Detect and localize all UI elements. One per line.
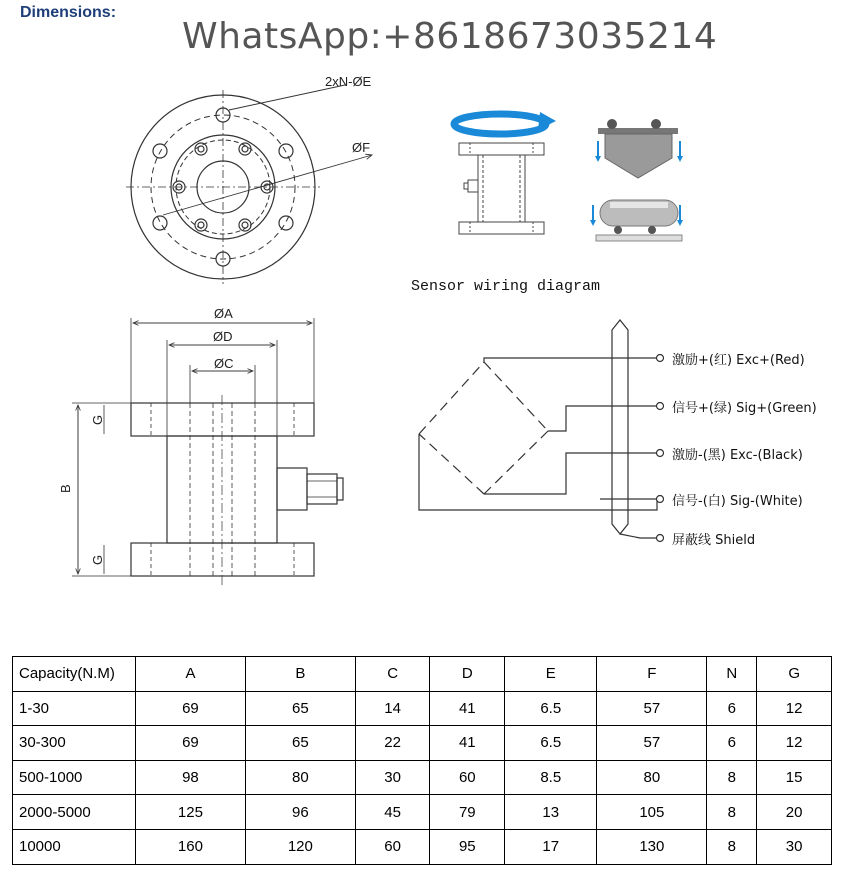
table-cell: 22 xyxy=(355,726,430,761)
table-cell: 10000 xyxy=(13,829,136,864)
hopper-illustration xyxy=(595,119,683,178)
lead-sig-minus: 信号-(白) Sig-(White) xyxy=(672,494,803,509)
label-g-top: G xyxy=(90,414,105,425)
table-cell: 80 xyxy=(245,760,355,795)
table-cell: 8 xyxy=(707,795,757,830)
label-diameter-a: ØA xyxy=(214,306,233,321)
table-cell: 105 xyxy=(597,795,707,830)
table-cell: 125 xyxy=(136,795,246,830)
header-c: C xyxy=(355,657,430,692)
table-cell: 12 xyxy=(757,726,832,761)
table-cell: 57 xyxy=(597,726,707,761)
table-cell: 8.5 xyxy=(505,760,597,795)
wiring-diagram xyxy=(419,320,657,538)
table-cell: 1-30 xyxy=(13,691,136,726)
table-cell: 8 xyxy=(707,829,757,864)
table-cell: 14 xyxy=(355,691,430,726)
table-cell: 80 xyxy=(597,760,707,795)
table-cell: 15 xyxy=(757,760,832,795)
label-diameter-d: ØD xyxy=(213,329,233,344)
table-cell: 60 xyxy=(430,760,505,795)
dimensions-table xyxy=(12,656,832,865)
label-holes: 2xN-ØE xyxy=(325,74,372,89)
table-cell: 98 xyxy=(136,760,246,795)
table-cell: 41 xyxy=(430,691,505,726)
header-d: D xyxy=(430,657,505,692)
header-a: A xyxy=(136,657,246,692)
table-cell: 65 xyxy=(245,726,355,761)
label-diameter-c: ØC xyxy=(214,356,234,371)
table-cell: 41 xyxy=(430,726,505,761)
table-cell: 79 xyxy=(430,795,505,830)
table-cell: 20 xyxy=(757,795,832,830)
table-cell: 57 xyxy=(597,691,707,726)
table-cell: 120 xyxy=(245,829,355,864)
rotation-arrow-icon xyxy=(454,112,556,134)
section-heading: Dimensions: xyxy=(20,4,117,21)
table-cell: 160 xyxy=(136,829,246,864)
table-cell: 65 xyxy=(245,691,355,726)
wiring-terminals xyxy=(657,355,664,542)
table-cell: 60 xyxy=(355,829,430,864)
lead-sig-plus: 信号+(绿) Sig+(Green) xyxy=(672,401,817,416)
table-cell: 30 xyxy=(355,760,430,795)
table-cell: 6.5 xyxy=(505,726,597,761)
header-capacity: Capacity(N.M) xyxy=(13,657,136,692)
table-header-row xyxy=(13,657,832,692)
table-cell: 8 xyxy=(707,760,757,795)
header-g: G xyxy=(757,657,832,692)
table-cell: 69 xyxy=(136,726,246,761)
header-b: B xyxy=(245,657,355,692)
lead-exc-plus: 激励+(红) Exc+(Red) xyxy=(672,353,805,368)
table-cell: 96 xyxy=(245,795,355,830)
header-n: N xyxy=(707,657,757,692)
lead-exc-minus: 激励-(黑) Exc-(Black) xyxy=(672,448,803,463)
lead-shield: 屏蔽线 Shield xyxy=(672,533,756,548)
table-cell: 2000-5000 xyxy=(13,795,136,830)
watermark-contact: WhatsApp:+8618673035214 xyxy=(182,16,718,57)
table-cell: 17 xyxy=(505,829,597,864)
table-cell: 69 xyxy=(136,691,246,726)
table-cell: 30-300 xyxy=(13,726,136,761)
table-cell: 30 xyxy=(757,829,832,864)
label-diameter-f: ØF xyxy=(352,140,371,155)
table-cell: 6 xyxy=(707,691,757,726)
table-cell: 13 xyxy=(505,795,597,830)
label-height-b: B xyxy=(58,484,73,493)
header-e: E xyxy=(505,657,597,692)
table-row xyxy=(13,795,832,830)
wiring-diagram-title: Sensor wiring diagram xyxy=(411,278,601,295)
table-row xyxy=(13,760,832,795)
tank-illustration xyxy=(590,200,683,241)
table-row xyxy=(13,691,832,726)
table-cell: 6.5 xyxy=(505,691,597,726)
label-g-bottom: G xyxy=(90,554,105,565)
table-cell: 45 xyxy=(355,795,430,830)
table-row xyxy=(13,726,832,761)
flange-top-view xyxy=(126,85,372,284)
table-cell: 12 xyxy=(757,691,832,726)
table-cell: 95 xyxy=(430,829,505,864)
table-row xyxy=(13,829,832,864)
table-cell: 500-1000 xyxy=(13,760,136,795)
torque-sensor-illustration xyxy=(459,143,544,234)
table-cell: 6 xyxy=(707,726,757,761)
table-cell: 130 xyxy=(597,829,707,864)
flange-side-view xyxy=(72,318,343,585)
header-f: F xyxy=(597,657,707,692)
